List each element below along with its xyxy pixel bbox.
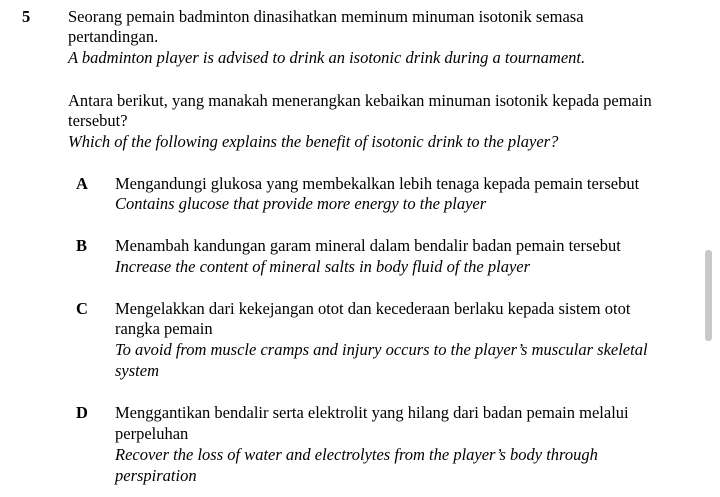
option-text-ms: Menggantikan bendalir serta elektrolit yang hilang dari badan pemain melalui (115, 403, 629, 422)
question-stem-ms-2: pertandingan. (68, 27, 159, 46)
option-letter: B (76, 236, 88, 255)
option-text-en: perspiration (115, 466, 197, 485)
question-prompt-en: Which of the following explains the benefit of isotonic drink to the player? (68, 132, 559, 151)
option-letter: A (76, 174, 88, 193)
question-number: 5 (22, 7, 31, 26)
question-stem-ms-1: Seorang pemain badminton dinasihatkan meminum minuman isotonik semasa (68, 7, 584, 26)
option-text-ms: perpeluhan (115, 424, 189, 443)
option-letter: D (76, 403, 88, 422)
option-text-en: Recover the loss of water and electrolytes from the player’s body through (115, 445, 598, 464)
option-text-en: system (115, 361, 159, 380)
option-text-ms: Mengelakkan dari kekejangan otot dan kecederaan berlaku kepada sistem otot (115, 299, 631, 318)
option-letter: C (76, 299, 88, 318)
question-prompt-ms-2: tersebut? (68, 111, 128, 130)
question-prompt-ms-1: Antara berikut, yang manakah menerangkan kebaikan minuman isotonik kepada pemain (68, 91, 652, 110)
option-text-ms: rangka pemain (115, 319, 213, 338)
option-text-ms: Mengandungi glukosa yang membekalkan lebih tenaga kepada pemain tersebut (115, 174, 640, 193)
vertical-scrollbar[interactable] (705, 250, 712, 341)
option-text-en: To avoid from muscle cramps and injury occurs to the player’s muscular skeletal (115, 340, 648, 359)
option-text-ms: Menambah kandungan garam mineral dalam bendalir badan pemain tersebut (115, 236, 621, 255)
question-stem-en: A badminton player is advised to drink an isotonic drink during a tournament. (68, 48, 586, 67)
option-text-en: Contains glucose that provide more energy to the player (115, 194, 487, 213)
option-text-en: Increase the content of mineral salts in body fluid of the player (115, 257, 531, 276)
